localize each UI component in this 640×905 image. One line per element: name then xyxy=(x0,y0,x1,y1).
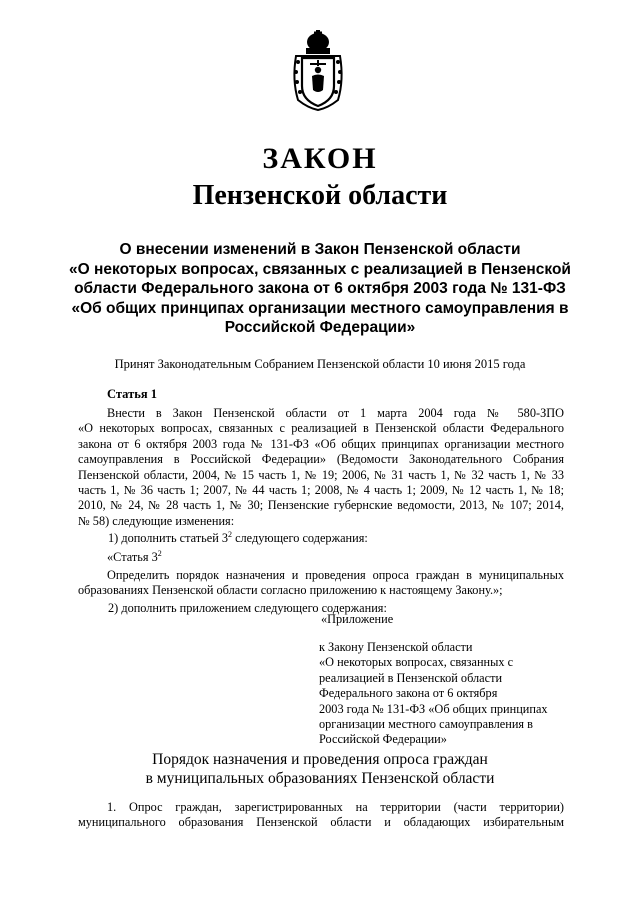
body-line: Внести в Закон Пензенской области от 1 марта 2004 года № 580-ЗПО xyxy=(107,406,564,420)
procedure-title xyxy=(60,750,580,788)
appendix-line: реализацией в Пензенской области xyxy=(319,670,503,685)
heading-line: О внесении изменений в Закон Пензенской области xyxy=(119,241,521,258)
procedure-title-line: в муниципальных образованиях Пензенской области xyxy=(145,770,495,787)
list-item-1 xyxy=(78,531,564,546)
heading-line: «Об общих принципах организации местного самоуправления в xyxy=(71,299,569,317)
law-heading xyxy=(60,240,580,338)
superscript: 2 xyxy=(157,548,162,558)
quoted-article-title xyxy=(78,550,564,565)
procedure-paragraph-1 xyxy=(78,800,564,831)
adoption-statement: Принят Законодательным Собранием Пензенской области 10 июня 2015 года xyxy=(114,357,526,371)
body-line: часть 1, № 36 часть 1; 2007, № 44 часть 1; 2008, № 4 часть 1; 2009, № 12 часть 1, № 18; xyxy=(78,483,564,498)
appendix-line: к Закону Пензенской области xyxy=(319,640,473,654)
body-line: № 58) следующие изменения: xyxy=(78,513,235,528)
appendix-line: 2003 года № 131-ФЗ «Об общих принципах xyxy=(319,701,548,716)
appendix-line: организации местного самоуправления в xyxy=(319,717,533,732)
list-item-text: следующего содержания: xyxy=(232,531,368,546)
body-line: Пензенской области, 2004, № 15 часть 1, № 19; 2006, № 31 часть 1, № 32 часть 1, № 33 xyxy=(78,467,564,482)
heading-line: области Федерального закона от 6 октября 2003 года № 131-ФЗ xyxy=(74,280,566,297)
article-1-title: Статья 1 xyxy=(107,387,157,401)
appendix-line: Федерального закона от 6 октября xyxy=(319,686,498,701)
body-line: муниципального образования Пензенской области и обладающих избирательным xyxy=(78,815,564,830)
appendix-line: Российской Федерации» xyxy=(319,732,447,747)
coat-of-arms-emblem xyxy=(288,30,348,112)
appendix-reference xyxy=(319,640,548,748)
list-item-text: 1) дополнить статьей 3 xyxy=(108,531,229,546)
body-line: 1. Опрос граждан, зарегистрированных на территории (части территории) xyxy=(107,800,564,814)
article-1-body xyxy=(78,406,564,616)
law-title: ЗАКОН xyxy=(262,142,378,175)
crown-icon xyxy=(306,30,330,54)
body-line: самоуправления в Российской Федерации» (Ведомости Законодательного Собрания xyxy=(78,452,564,467)
quote-text: «Статья 3 xyxy=(107,549,158,564)
heading-line: «О некоторых вопросах, связанных с реализацией в Пензенской xyxy=(69,260,571,278)
appendix-label: «Приложение xyxy=(321,612,394,626)
law-region-subtitle: Пензенской области xyxy=(192,180,448,211)
list-item-2: 2) дополнить приложением следующего содержания: xyxy=(108,600,387,615)
superscript: 2 xyxy=(228,530,233,540)
body-line: «О некоторых вопросах, связанных с реализацией в Пензенской области Федерального xyxy=(78,421,564,436)
heading-line: Российской Федерации» xyxy=(224,319,416,336)
procedure-title-line: Порядок назначения и проведения опроса граждан xyxy=(152,751,488,768)
body-line: Определить порядок назначения и проведения опроса граждан в муниципальных xyxy=(107,568,564,583)
body-line: закона от 6 октября 2003 года № 131-ФЗ «Об общих принципах организации местного xyxy=(78,436,564,451)
body-line: 2010, № 24, № 28 часть 1, № 30; Пензенские губернские ведомости, 2013, № 107; 2014, xyxy=(78,498,564,513)
body-line: образованиях Пензенской области согласно приложению к настоящему Закону.»; xyxy=(78,583,503,598)
appendix-line: «О некоторых вопросах, связанных с xyxy=(319,655,514,670)
